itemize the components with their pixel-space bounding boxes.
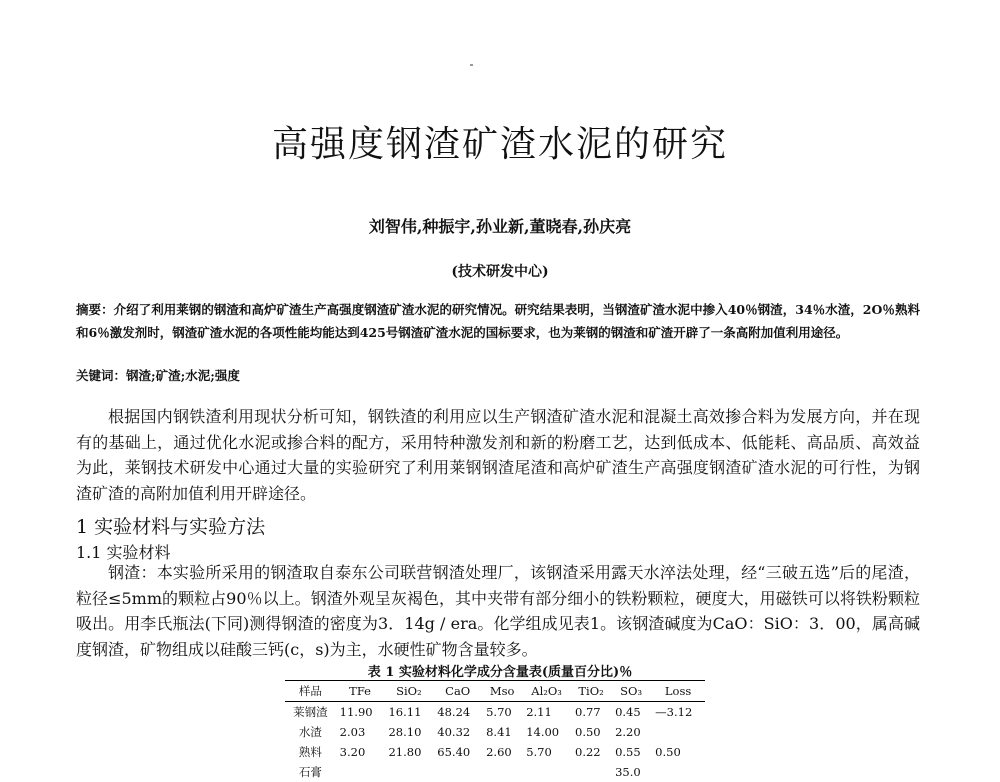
table-cell: 0.45 [615,705,641,719]
intro-paragraph: 根据国内钢铁渣利用现状分析可知，钢铁渣的利用应以生产钢渣矿渣水泥和混凝土高效掺合料为发展方向，并在现有的基础上，通过优化水泥或掺合料的配方，采用特种激发剂和新的粉磨工艺，达到低成本、低能耗、高品质、高效益为此，莱钢技术研发中心通过大量的实验研究了利用莱钢钢渣尾渣和高炉矿渣生产高强度钢渣矿渣水泥的可行性，为钢渣矿渣的高附加值利用开辟途径。 [76,407,920,503]
table-cell: 21.80 [388,745,422,759]
table-1-caption: 表 1 实验材料化学成分含量表(质量百分比)％ [367,665,633,680]
table-cell: —3.12 [655,705,693,719]
affiliation: (技术研发中心) [451,264,549,280]
table-header-cell: SO₃ [611,681,651,702]
table-cell: 40.32 [437,725,471,739]
table-cell: 2.11 [526,705,552,719]
table-cell: 8.41 [486,725,512,739]
table-cell: 0.50 [655,745,681,759]
table-cell [651,722,705,742]
table-header-cell: 样品 [285,681,336,702]
table-cell: 熟料 [298,745,322,759]
table-cell: 48.24 [437,705,471,719]
table-cell: 16.11 [388,705,422,719]
table-cell: 2.60 [486,745,512,759]
table-cell: 0.55 [615,745,641,759]
section-1-heading: 1 实验材料与实验方法 [76,516,266,538]
table-row [285,722,705,742]
keywords: 关键词：钢渣;矿渣;水泥;强度 [76,368,240,383]
table-header-cell: TFe [336,681,385,702]
table-cell: 65.40 [437,745,471,759]
table-cell [482,762,522,782]
table-cell: 水渣 [298,725,322,739]
scan-speck [470,64,473,66]
table-cell [433,762,482,782]
table-cell: 5.70 [486,705,512,719]
abstract: 摘要：介绍了利用莱钢的钢渣和高炉矿渣生产高强度钢渣矿渣水泥的研究情况。研究结果表明，当钢渣矿渣水泥中掺入40％钢渣，34％水渣，2O％熟料和6％激发剂时，钢渣矿渣水泥的各项性能均能达到425号钢渣矿渣水泥的国标要求，也为莱钢的钢渣和矿渣开辟了一条高附加值利用途径。 [76,302,920,340]
table-cell: 5.70 [526,745,552,759]
table-cell: 35.0 [615,765,641,779]
table-header-row [285,681,705,702]
table-row [285,762,705,782]
table-cell [384,762,433,782]
paper-title: 高强度钢渣矿渣水泥的研究 [271,124,728,165]
table-header-cell: Al₂O₃ [522,681,571,702]
section-1-1-heading: 1.1 实验材料 [76,543,171,562]
table-cell: 石膏 [298,765,322,779]
table-1 [285,680,705,782]
table-cell [336,762,385,782]
table-cell: 2.20 [615,725,641,739]
table-cell: 3.20 [339,745,366,759]
table-cell: 14.00 [526,725,560,739]
table-row [285,702,705,723]
table-cell [522,762,571,782]
materials-paragraph: 钢渣：本实验所采用的钢渣取自泰东公司联营钢渣处理厂，该钢渣采用露天水淬法处理，经“三破五选”后的尾渣，粒径≤5mm的颗粒占90％以上。钢渣外观呈灰褐色，其中夹带有部分细小的铁粉颗粒，硬度大，用磁铁可以将铁粉颗粒吸出。用李氏瓶法(下同)测得钢渣的密度为3．14g / era。化学组成见表1。该钢渣碱度为CaO：SiO：3．00，属高碱度钢渣，矿物组成以硅酸三钙(c，s)为主，水硬性矿物含量较多。 [76,563,920,659]
table-cell: 0.50 [575,725,601,739]
table-header-cell: SiO₂ [384,681,433,702]
table-cell: 莱钢渣 [293,705,328,719]
table-cell [651,762,705,782]
table-cell: 0.22 [575,745,601,759]
table-row [285,742,705,762]
table-header-cell: Mso [482,681,522,702]
table-cell: 2.03 [339,725,366,739]
table-header-cell: CaO [433,681,482,702]
table-header-cell: TiO₂ [571,681,611,702]
table-cell: 11.90 [339,705,373,719]
table-cell: 28.10 [388,725,422,739]
table-cell: 0.77 [575,705,601,719]
table-cell [571,762,611,782]
author-list: 刘智伟,种振宇,孙业新,董晓春,孙庆亮 [368,217,632,236]
table-header-cell: Loss [651,681,705,702]
